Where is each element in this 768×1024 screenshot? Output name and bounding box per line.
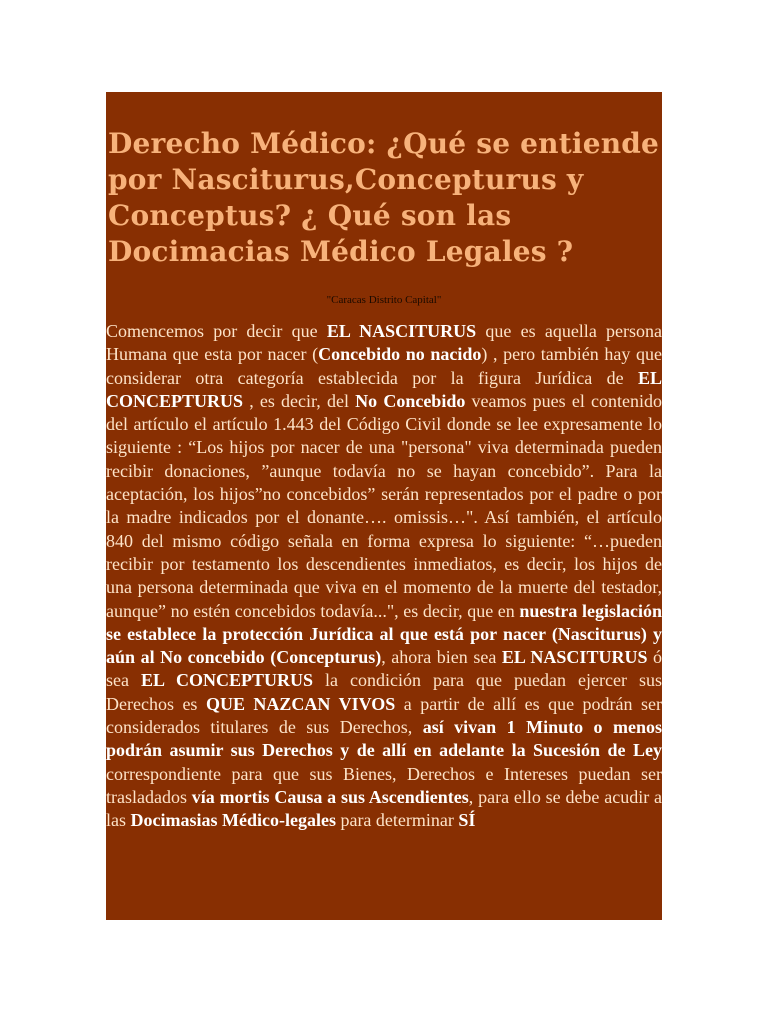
- body-paragraph: [106, 320, 662, 833]
- bold-text-run: vía mortis Causa a sus Ascendientes: [191, 786, 469, 807]
- text-run: veamos pues el contenido del artículo el artículo 1.443 del Código Civil donde se lee expresamente lo siguiente : “Los hijos por nacer de una "persona" viva determinada pueden recibir donaciones, ”aunque todavía no se hayan concebido”. Para la aceptación, los hijos”no concebidos” serán representados por el padre o por la madre indicados por el donante…. omissis…". Así también, el artículo 840 del mismo código señala en forma expresa lo siguiente: “…pueden recibir por testamento los descendientes inmediatos, es decir, los hijos de una persona determinada que viva en el momento de la muerte del testador, aunque” no estén concebidos todavía...", es decir, que en: [106, 390, 662, 621]
- bold-text-run: nuestra legislación se establece la protección Jurídica al que está por nacer (Nasciturus) y aún al No concebido (Concepturus): [106, 600, 662, 668]
- document-subtitle: "Caracas Distrito Capital": [326, 294, 442, 306]
- text-run: que es aquella persona Humana que esta por nacer (: [106, 321, 662, 365]
- bold-text-run: Concebido no nacido: [318, 344, 482, 365]
- text-run: , para ello se debe acudir a las: [106, 786, 662, 831]
- bold-text-run: SÍ: [458, 810, 476, 831]
- bold-text-run: EL NASCITURUS: [501, 647, 648, 668]
- document-title: Derecho Médico: ¿Qué se entiende por Nasciturus,Concepturus y Conceptus? ¿ Qué son las Docimacias Médico Legales ?: [108, 127, 660, 268]
- bold-text-run: No Concebido: [355, 390, 466, 411]
- text-run: Comencemos por decir que: [106, 321, 327, 341]
- text-run: a partir de allí es que podrán ser considerados titulares de sus Derechos,: [106, 693, 662, 738]
- text-run: ó sea: [106, 647, 662, 691]
- text-run: correspondiente para que sus Bienes, Derechos e Intereses puedan ser trasladados: [106, 763, 662, 807]
- text-run: para determinar: [335, 810, 459, 831]
- document-page: [106, 92, 662, 920]
- bold-text-run: Docimasias Médico-legales: [130, 810, 336, 831]
- bold-text-run: EL CONCEPTURUS: [106, 367, 662, 411]
- text-run: , es decir, del: [243, 390, 356, 411]
- bold-text-run: QUE NAZCAN VIVOS: [205, 693, 396, 714]
- text-run: ) , pero también hay que considerar otra categoría establecida por la figura Jurídica de: [106, 344, 662, 388]
- bold-text-run: EL NASCITURUS: [326, 321, 477, 341]
- bold-text-run: EL CONCEPTURUS: [141, 670, 314, 691]
- text-run: la condición para que puedan ejercer sus Derechos es: [106, 670, 662, 714]
- bold-text-run: así vivan 1 Minuto o menos podrán asumir sus Derechos y de allí en adelante la Sucesión de Ley: [106, 717, 662, 761]
- text-run: , ahora bien sea: [381, 647, 502, 668]
